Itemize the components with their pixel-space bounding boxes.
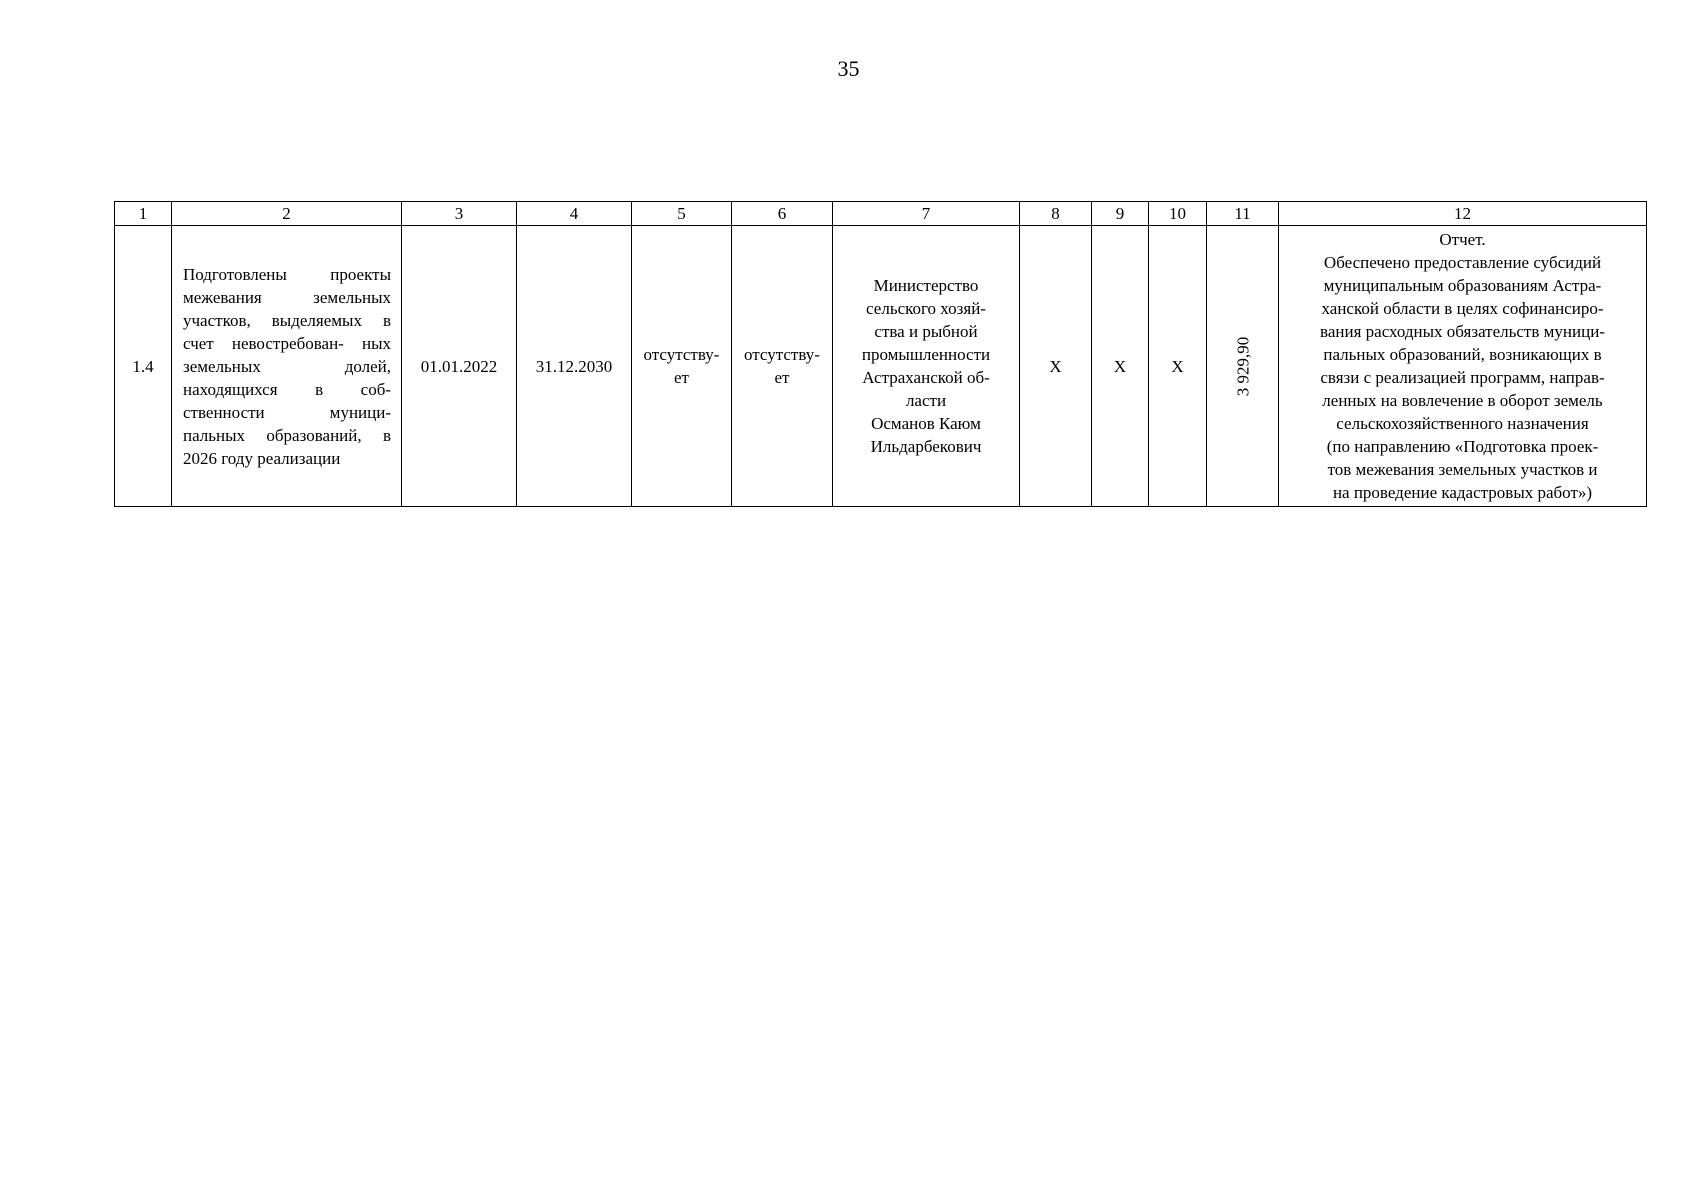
report-note-cell [1279, 226, 1647, 507]
column-number: 12 [1279, 202, 1647, 226]
note-line: Отчет. [1439, 230, 1486, 249]
column-number: 9 [1092, 202, 1149, 226]
column-number: 7 [833, 202, 1020, 226]
row-number: 1.4 [115, 226, 172, 507]
column-number: 3 [402, 202, 517, 226]
responsible-line: ласти [905, 391, 947, 410]
responsible-line: промышленности [861, 345, 991, 364]
note-line: на проведение кадастровых работ») [1332, 483, 1593, 502]
note-line: пальных образований, возникающих в [1323, 345, 1602, 364]
note-line: ханской области в целях софинансиро- [1321, 299, 1604, 318]
report-table [114, 201, 1647, 507]
funding-amount: 3 929,90 [1233, 336, 1252, 396]
note-line: тов межевания земельных участков и [1327, 460, 1598, 479]
col5-line: отсутству- [643, 345, 720, 364]
note-line: муниципальным образованиям Астра- [1323, 276, 1602, 295]
funding-cell [1207, 226, 1279, 507]
column-number: 2 [172, 202, 402, 226]
responsible-cell [833, 226, 1020, 507]
responsible-line: ства и рыбной [874, 322, 978, 341]
col5-line: ет [674, 368, 689, 387]
note-line: ленных на вовлечение в оборот земель [1322, 391, 1603, 410]
column-number: 11 [1207, 202, 1279, 226]
col5-cell [632, 226, 732, 507]
responsible-line: сельского хозяй- [866, 299, 986, 318]
responsible-line: Министерство [873, 276, 979, 295]
end-date: 31.12.2030 [517, 226, 632, 507]
col9-mark: Х [1092, 226, 1149, 507]
column-number: 8 [1020, 202, 1092, 226]
column-number-row [115, 202, 1647, 226]
row-description: Подготовлены проекты межевания земельных участков, выделяемых в счет невостребован- ных земельных долей, находящихся в соб- ственности муници- пальных образований, в 2026 году реализации [172, 226, 402, 507]
note-line: Обеспечено предоставление субсидий [1323, 253, 1602, 272]
col6-cell [732, 226, 833, 507]
table-row [115, 226, 1647, 507]
responsible-line: Астраханской об- [862, 368, 990, 387]
col6-line: отсутству- [744, 345, 820, 364]
col8-mark: Х [1020, 226, 1092, 507]
column-number: 6 [732, 202, 833, 226]
note-line: (по направлению «Подготовка проек- [1326, 437, 1599, 456]
column-number: 5 [632, 202, 732, 226]
note-line: сельскохозяйственного назначения [1336, 414, 1589, 433]
column-number: 4 [517, 202, 632, 226]
start-date: 01.01.2022 [402, 226, 517, 507]
column-number: 10 [1149, 202, 1207, 226]
page-number: 35 [837, 56, 860, 81]
col6-line: ет [774, 368, 790, 387]
responsible-line: Ильдарбекович [870, 437, 982, 456]
responsible-line: Османов Каюм [871, 414, 981, 433]
note-line: связи с реализацией программ, направ- [1320, 368, 1605, 387]
col10-mark: Х [1149, 226, 1207, 507]
column-number: 1 [115, 202, 172, 226]
note-line: вания расходных обязательств муници- [1320, 322, 1605, 341]
